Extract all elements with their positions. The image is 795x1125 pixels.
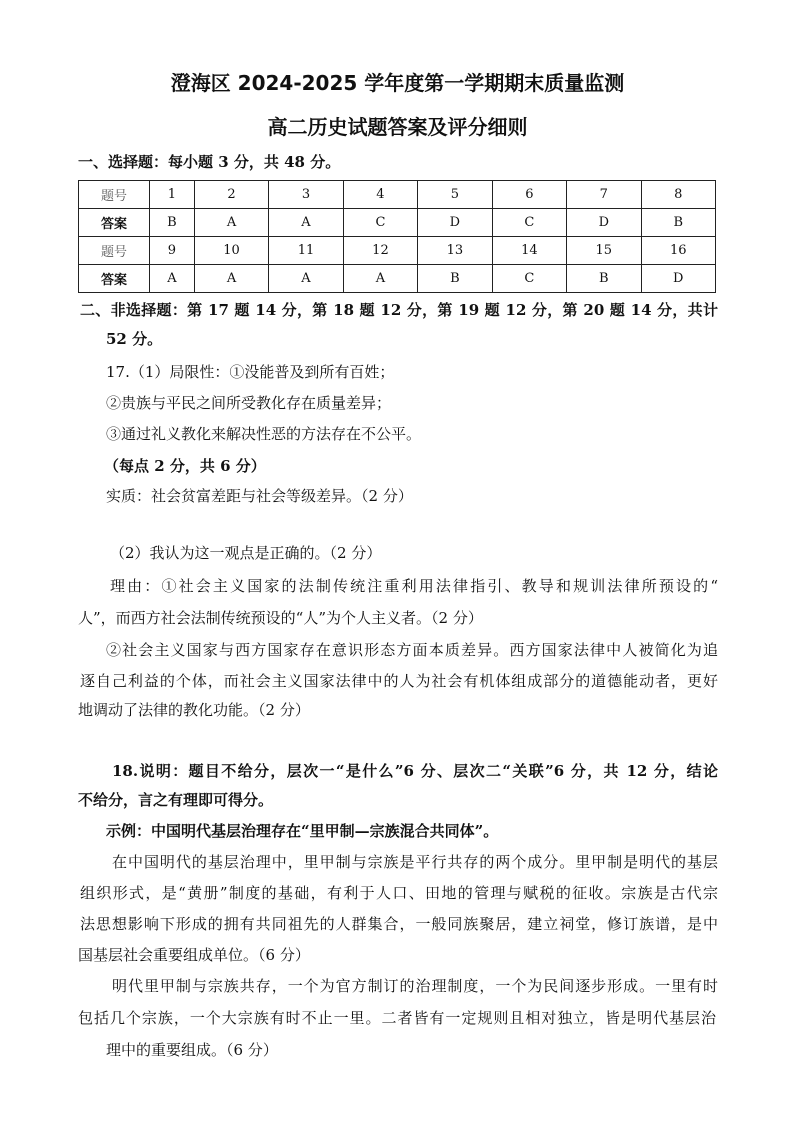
answer-cell: A: [269, 265, 343, 293]
answer-cell: C: [492, 209, 566, 237]
q18-example-heading: 示例：中国明代基层治理存在“里甲制—宗族混合共同体”。: [106, 822, 499, 840]
q18-line: 在中国明代的基层治理中，里甲制与宗族是平行共存的两个成分。里甲制是明代的基层: [112, 853, 718, 871]
question-number-cell: 2: [194, 181, 268, 209]
section-1-heading: 一、选择题：每小题 3 分，共 48 分。: [78, 153, 341, 171]
table-row: [79, 181, 716, 209]
q18-line: 组织形式，是“黄册”制度的基础，有利于人口、田地的管理与赋税的征收。宗族是古代宗: [80, 884, 718, 902]
q17-line: 17.（1）局限性：①没能普及到所有百姓；: [106, 363, 395, 381]
document-title: 澄海区 2024-2025 学年度第一学期期末质量监测: [170, 71, 625, 95]
q18-line: 18.说明：题目不给分，层次一“是什么”6 分、层次二“关联”6 分，共 12 分，结论: [112, 762, 718, 780]
q18-line: 国基层社会重要组成单位。（6 分）: [78, 946, 310, 964]
answer-cell: B: [150, 209, 195, 237]
question-number-cell: 8: [641, 181, 715, 209]
question-number-cell: 14: [492, 237, 566, 265]
row-label: 题号: [79, 237, 150, 265]
row-label: 题号: [79, 181, 150, 209]
question-number-cell: 13: [418, 237, 492, 265]
q17-line: 地调动了法律的教化功能。（2 分）: [78, 701, 310, 719]
table-row: [79, 209, 716, 237]
answer-cell: D: [567, 209, 641, 237]
answer-cell: D: [641, 265, 715, 293]
q17-line: 理由：①社会主义国家的法制传统注重利用法律指引、教导和规训法律所预设的“: [110, 577, 718, 595]
question-number-cell: 3: [269, 181, 343, 209]
answer-cell: C: [492, 265, 566, 293]
q18-line: 明代里甲制与宗族共存，一个为官方制订的治理制度，一个为民间逐步形成。一里有时: [112, 977, 718, 995]
q17-line: （2）我认为这一观点是正确的。（2 分）: [110, 544, 382, 562]
answer-cell: C: [343, 209, 417, 237]
answer-cell: A: [269, 209, 343, 237]
q17-line: ③通过礼义教化来解决性恶的方法存在不公平。: [106, 425, 422, 443]
q18-line: 不给分，言之有理即可得分。: [78, 791, 274, 809]
answer-cell: D: [418, 209, 492, 237]
q17-line: 逐自己利益的个体，而社会主义国家法律中的人为社会有机体组成部分的道德能动者，更好: [80, 672, 718, 690]
q17-line: ②贵族与平民之间所受教化存在质量差异；: [106, 394, 392, 412]
table-row: [79, 265, 716, 293]
question-number-cell: 6: [492, 181, 566, 209]
question-number-cell: 15: [567, 237, 641, 265]
answer-table: [78, 180, 716, 293]
answer-cell: B: [641, 209, 715, 237]
question-number-cell: 10: [194, 237, 268, 265]
table-row: [79, 237, 716, 265]
section-2-heading: 二、非选择题：第 17 题 14 分，第 18 题 12 分，第 19 题 12 分，第 20 题 14 分，共计: [80, 301, 718, 319]
question-number-cell: 7: [567, 181, 641, 209]
q18-line: 理中的重要组成。（6 分）: [106, 1041, 278, 1059]
answer-cell: A: [343, 265, 417, 293]
document-subtitle: 高二历史试题答案及评分细则: [267, 115, 528, 139]
question-number-cell: 5: [418, 181, 492, 209]
question-number-cell: 12: [343, 237, 417, 265]
answer-cell: A: [194, 209, 268, 237]
answer-cell: A: [150, 265, 195, 293]
q17-line: 实质：社会贫富差距与社会等级差异。（2 分）: [106, 487, 413, 505]
question-number-cell: 9: [150, 237, 195, 265]
answer-cell: B: [418, 265, 492, 293]
answer-cell: B: [567, 265, 641, 293]
question-number-cell: 4: [343, 181, 417, 209]
q18-line: 法思想影响下形成的拥有共同祖先的人群集合，一般同族聚居，建立祠堂，修订族谱，是中: [80, 915, 718, 933]
section-2-total: 52 分。: [106, 330, 163, 348]
row-label: 答案: [79, 265, 150, 293]
question-number-cell: 11: [269, 237, 343, 265]
q17-line: 人”，而西方社会法制传统预设的“人”为个人主义者。（2 分）: [78, 609, 483, 627]
question-number-cell: 16: [641, 237, 715, 265]
answer-cell: A: [194, 265, 268, 293]
q17-line: ②社会主义国家与西方国家存在意识形态方面本质差异。西方国家法律中人被简化为追: [106, 641, 718, 659]
question-number-cell: 1: [150, 181, 195, 209]
row-label: 答案: [79, 209, 150, 237]
q18-line: 包括几个宗族，一个大宗族有时不止一里。二者皆有一定规则且相对独立，皆是明代基层治: [78, 1009, 716, 1027]
q17-scoring-note: （每点 2 分，共 6 分）: [104, 457, 266, 475]
